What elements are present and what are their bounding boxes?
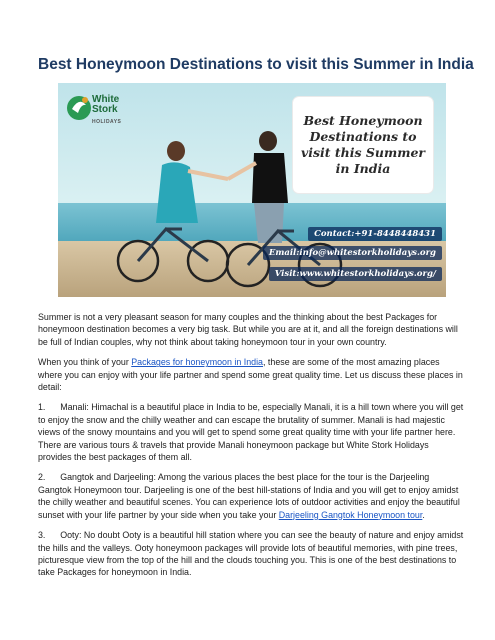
honeymoon-packages-link[interactable]: Packages for honeymoon in India	[131, 357, 263, 368]
contact-email: Email:info@whitestorkholidays.org	[263, 246, 442, 260]
contact-website: Visit:www.whitestorkholidays.org/	[269, 267, 442, 281]
logo-word-white: White	[92, 94, 120, 105]
logo-word-holidays: HOLIDAYS	[92, 119, 122, 125]
stork-logo-icon	[66, 91, 92, 125]
logo-word-stork: Stork	[92, 104, 118, 115]
darjeeling-gangtok-tour-link[interactable]: Darjeeling Gangtok Honeymoon tour	[278, 509, 423, 520]
destination-item-gangtok-darjeeling	[38, 471, 464, 521]
promo-caption-text: Best Honeymoon Destinations to visit this Summer in India	[300, 113, 426, 176]
gangtok-paragraph-text: 2. Gangtok and Darjeeling: Among the various places the best place for the tour is the Darjeeling Gangtok Honeymoon tour. Darjeeling is one of the best hill-stations of India and you will get to enjoy amidst the chilly weather and beautiful scenes. You can experience lots of outdoor activities and enjoy the beautiful sunset with your life partner by your side when you take your	[38, 472, 460, 520]
contact-phone: Contact:+91-8448448431	[308, 227, 442, 241]
intro-paragraph: Summer is not a very pleasant season for many couples and the thinking about the best Packages for honeymoon destination becomes a very big task. But while you are at it, and all the foreign destinations will be full of Indian couples, why not think about taking honeymoon tour in your own country.	[38, 312, 458, 347]
gangtok-paragraph-end: .	[422, 509, 425, 520]
packages-paragraph	[38, 356, 464, 393]
destination-item-manali: 1. Manali: Himachal is a beautiful place in India to be, especially Manali, it is a hill town where you will get to enjoy the snow and the chilly weather and can escape the brutality of summer. Manali is had majestic views of the snowy mountains and you will get to spend some great quality time with your life partner here. There are various tours & travels that provide Manali honeymoon package but White Stork Holidays provides the best packages of them all.	[38, 402, 464, 463]
packages-paragraph-tail: , these are some of the most amazing places where you can enjoy with your life partner and spend some great quality time. Let us discuss these places in detail:	[38, 357, 463, 393]
destination-item-ooty: 3. Ooty: No doubt Ooty is a beautiful hill station where you can see the beauty of nature and enjoy amidst the hills and the valleys. Ooty honeymoon packages will provide lots of beautiful memories, with pine trees, picturesque view from the top of the hill and the clouds touching you. This is one of the best destinations to take Packages for honeymoon in India.	[38, 530, 464, 578]
page-title: Best Honeymoon Destinations to visit this Summer in India	[38, 56, 474, 73]
article-body	[38, 311, 464, 587]
packages-paragraph-lead: When you think of your	[38, 357, 132, 368]
hero-banner-image	[58, 83, 446, 297]
white-stork-logo	[66, 89, 124, 141]
promo-caption-box	[293, 97, 433, 193]
